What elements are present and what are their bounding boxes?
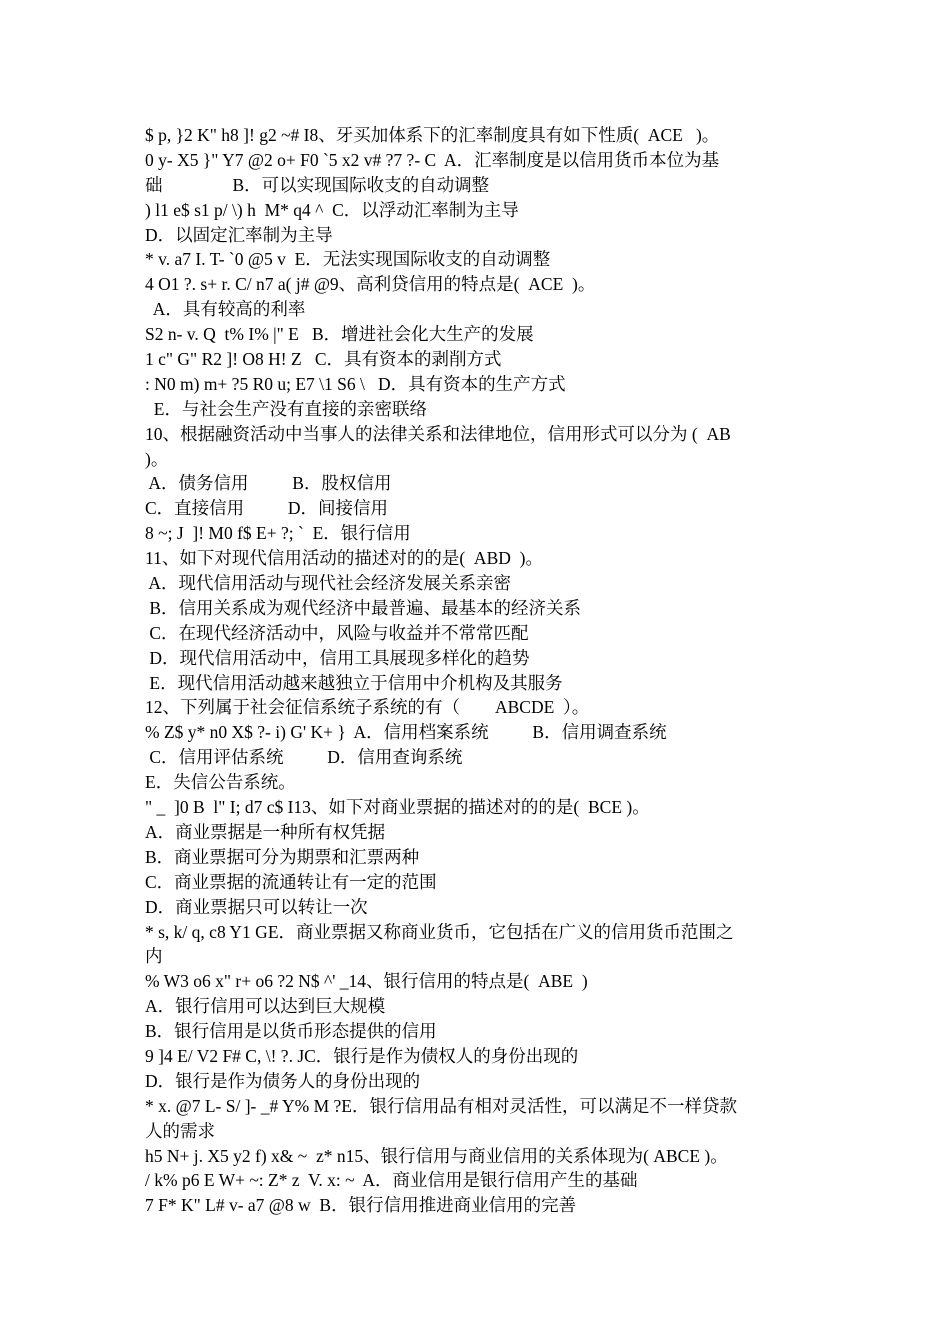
text-line: * s, k/ q, c8 Y1 GE．商业票据又称商业货币，它包括在广义的信用货币范围之 [145,921,734,942]
text-line: $ p, }2 K" h8 ]! g2 ~# I8、牙买加体系下的汇率制度具有如下性质( ACE )。 [145,125,720,145]
text-line: C．商业票据的流通转让有一定的范围 [145,871,437,892]
text-line: 1 c" G" R2 ]! O8 H! Z C．具有资本的剥削方式 [145,349,502,370]
text-line: % W3 o6 x" r+ o6 ?2 N$ ^' _14、银行信用的特点是( ABE ) [145,971,588,992]
text-line: S2 n- v. Q t% I% |" E B．增进社会化大生产的发展 [145,324,534,345]
document-body [145,123,813,1218]
text-line: A．债务信用 B．股权信用 [145,473,392,494]
text-line: 8 ~; J ]! M0 f$ E+ ?; ` E．银行信用 [145,523,411,544]
text-line: B．信用关系成为观代经济中最普遍、最基本的经济关系 [145,597,582,618]
text-line: A．银行信用可以达到巨大规模 [145,996,386,1017]
text-line: A．具有较高的利率 [145,299,306,320]
text-line: B．商业票据可分为期票和汇票两种 [145,846,420,867]
text-line: D．商业票据只可以转让一次 [145,896,368,917]
text-line: )。 [145,448,169,469]
text-line: E．现代信用活动越来越独立于信用中介机构及其服务 [145,672,563,693]
text-line: D．银行是作为债务人的身份出现的 [145,1070,421,1091]
text-line: A．商业票据是一种所有权凭据 [145,821,386,842]
text-line: " _ ]0 B l" I; d7 c$ I13、如下对商业票据的描述对的的是( BCE )。 [145,797,650,818]
text-line: 0 y- X5 }" Y7 @2 o+ F0 `5 x2 v# ?7 ?- C A．汇率制度是以信用货币本位为基 [145,149,720,170]
text-line: D．现代信用活动中，信用工具展现多样化的趋势 [145,647,530,668]
text-line: 11、如下对现代信用活动的描述对的的是( ABD )。 [145,548,543,569]
text-line: B．银行信用是以货币形态提供的信用 [145,1021,437,1042]
text-line: 4 O1 ?. s+ r. C/ n7 a( j# @9、高利贷信用的特点是( ACE )。 [145,274,596,295]
text-line: h5 N+ j. X5 y2 f) x& ~ z* n15、银行信用与商业信用的关系体现为( ABCE )。 [145,1145,728,1166]
text-line: / k% p6 E W+ ~: Z* z V. x: ~ A．商业信用是银行信用产生的基础 [145,1170,638,1191]
text-line: C．在现代经济活动中，风险与收益并不常常匹配 [145,622,529,643]
text-line: A．现代信用活动与现代社会经济发展关系亲密 [145,573,512,594]
text-line: 内 [145,946,163,967]
text-line: 9 ]4 E/ V2 F# C, \! ?. JC．银行是作为债权人的身份出现的 [145,1045,579,1066]
text-line: % Z$ y* n0 X$ ?- i) G' K+ } A．信用档案系统 B．信用调查系统 [145,722,667,743]
text-line: 7 F* K" L# v- a7 @8 w B．银行信用推进商业信用的完善 [145,1195,577,1216]
text-line: C．直接信用 D．间接信用 [145,498,389,519]
text-line: D．以固定汇率制为主导 [145,224,333,245]
text-line: C．信用评估系统 D．信用查询系统 [145,747,463,768]
text-line: 础 B．可以实现国际收支的自动调整 [145,174,490,195]
text-line: * v. a7 I. T- `0 @5 v E．无法实现国际收支的自动调整 [145,249,551,270]
text-line: * x. @7 L- S/ ]- _# Y% M ?E．银行信用品有相对灵活性，可以满足不一样贷款 [145,1095,737,1116]
text-line: 12、下列属于社会征信系统子系统的有（ ABCDE ）。 [145,697,590,718]
text-line: E．失信公告系统。 [145,772,296,793]
text-line: ) l1 e$ s1 p/ \) h M* q4 ^ C．以浮动汇率制为主导 [145,199,519,220]
text-line: E．与社会生产没有直接的亲密联络 [145,398,427,419]
text-line: : N0 m) m+ ?5 R0 u; E7 \1 S6 \ D．具有资本的生产方式 [145,373,566,394]
text-line: 人的需求 [145,1120,215,1141]
text-line: 10、根据融资活动中当事人的法律关系和法律地位，信用形式可以分为 ( AB [145,423,731,444]
